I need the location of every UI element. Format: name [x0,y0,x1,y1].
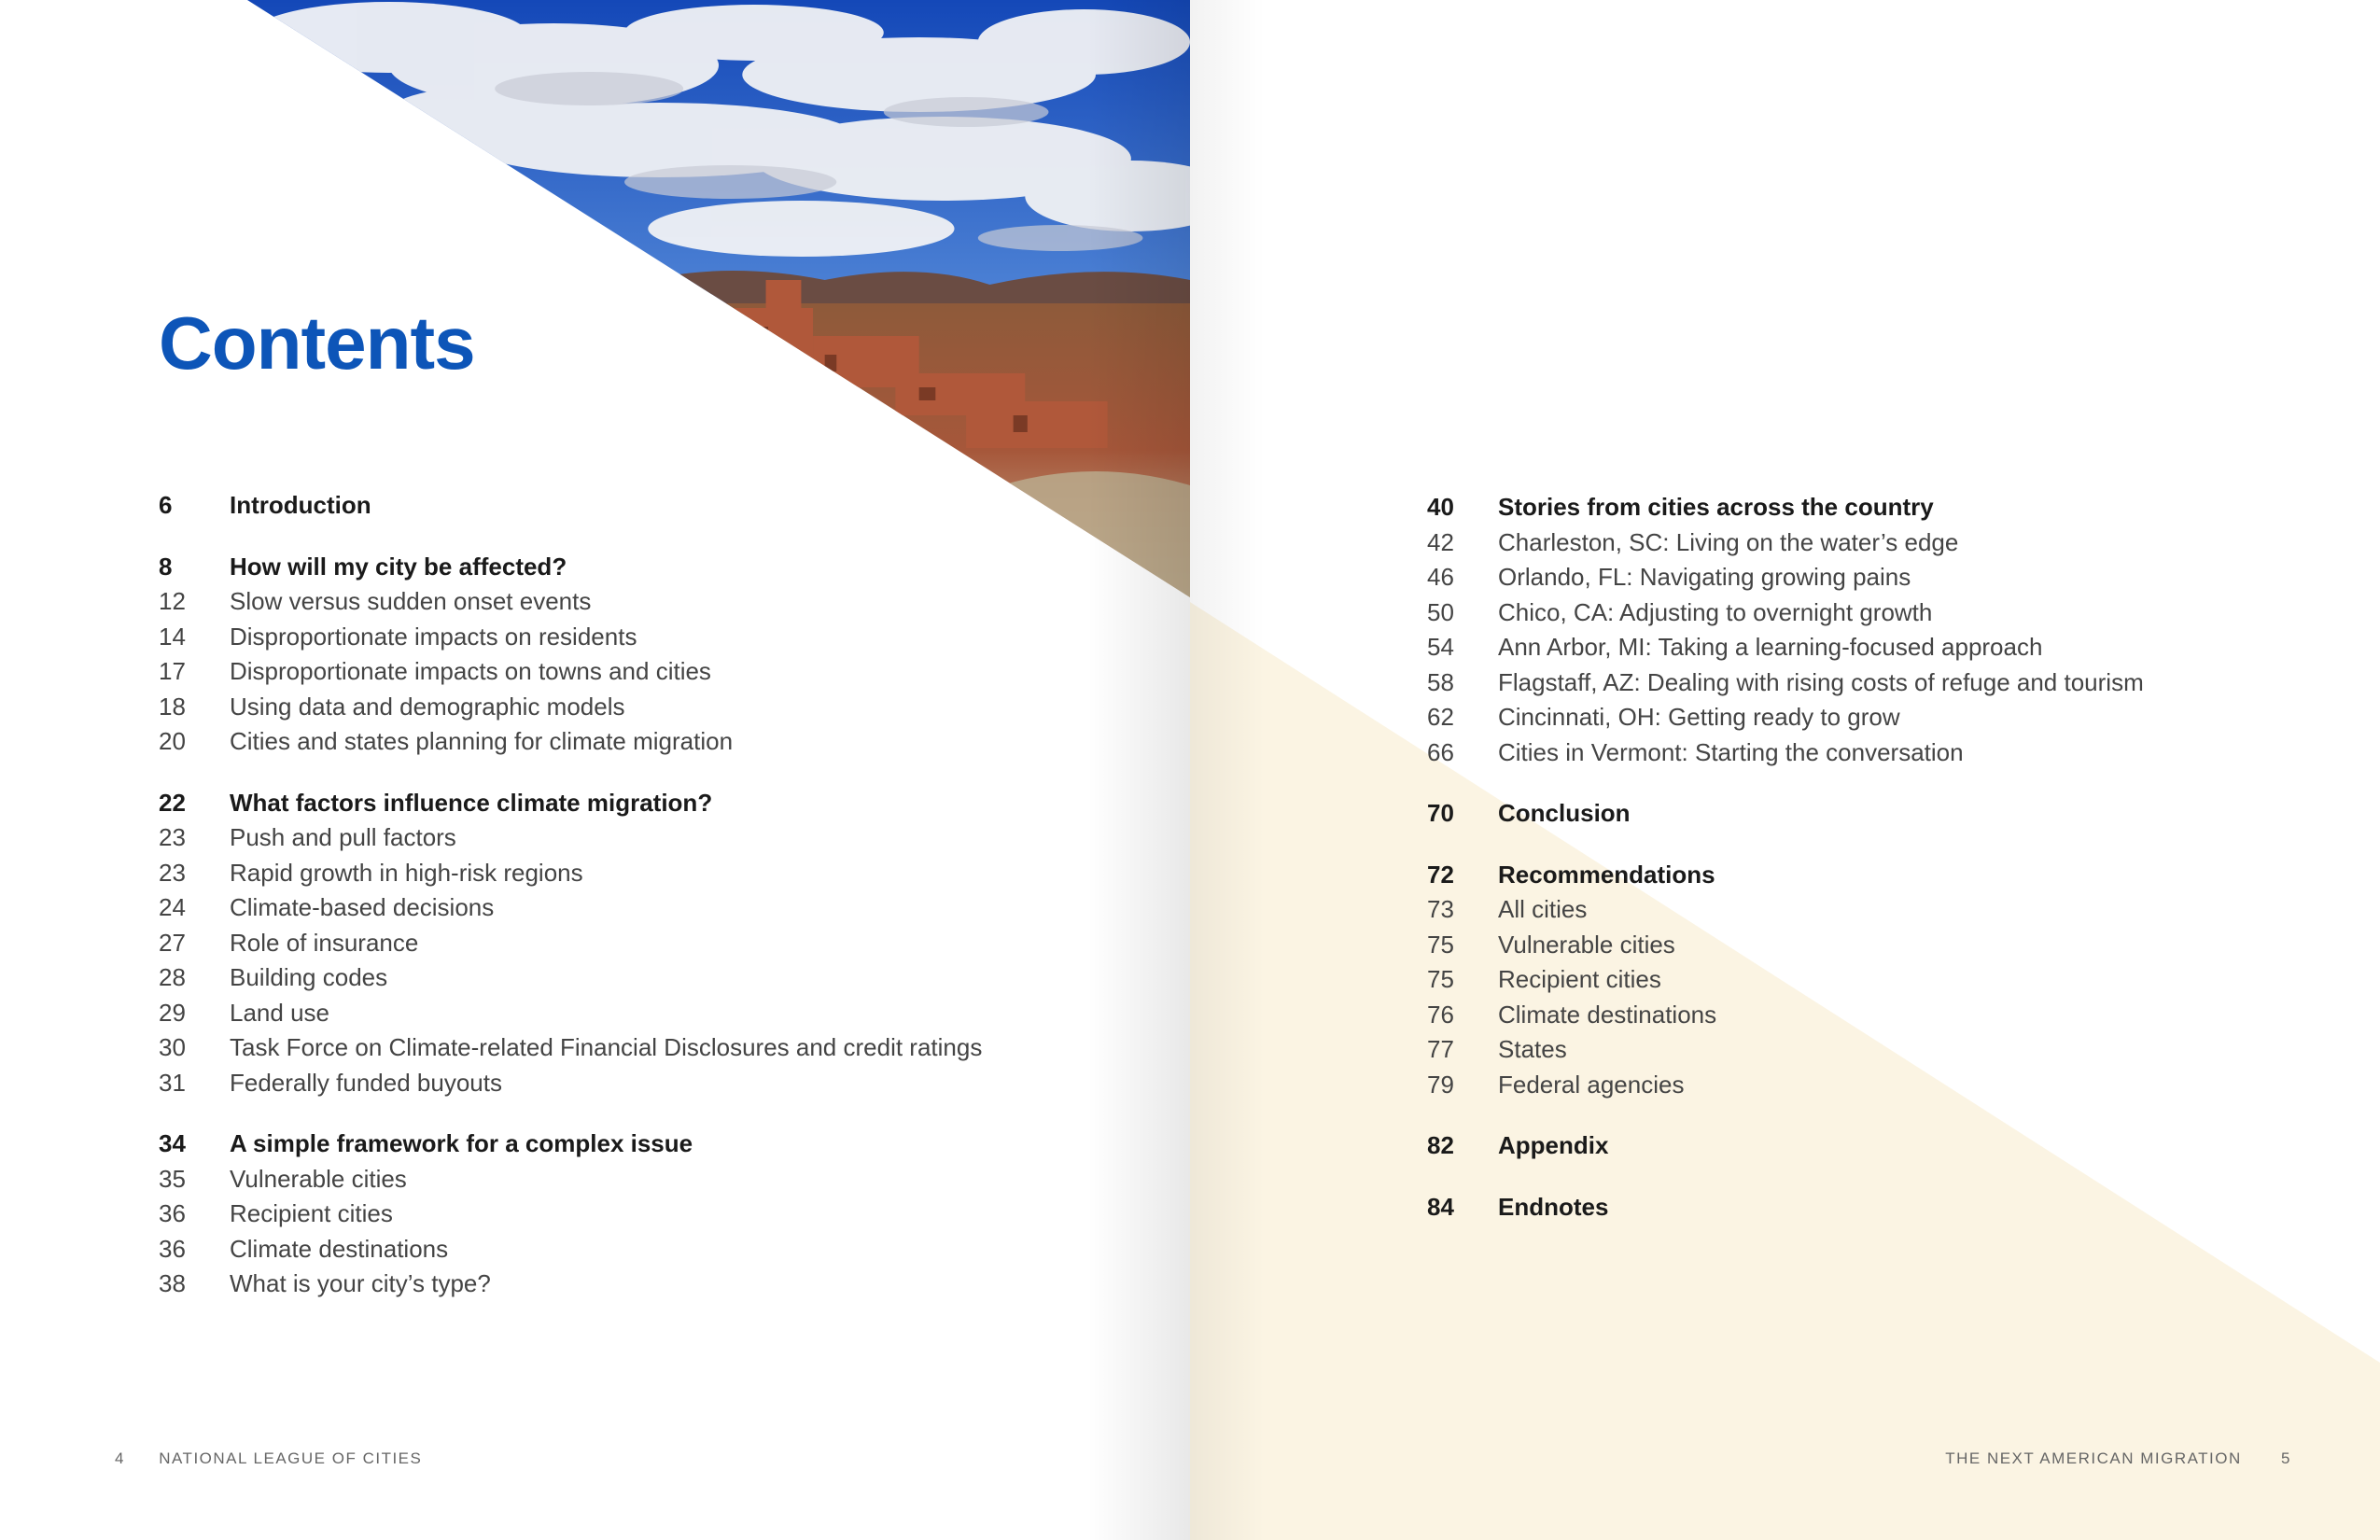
toc-page-number: 36 [159,1199,186,1227]
toc-page-number: 42 [1427,527,1454,556]
toc-section-title: Endnotes [1498,1192,1609,1221]
toc-section [1427,858,2379,1103]
toc-page-number: 18 [159,692,186,721]
toc-page-number: 73 [1427,895,1454,923]
toc-entry-title: What is your city’s type? [230,1269,491,1297]
toc-page-number: 46 [1427,563,1454,591]
toc-page-number: 77 [1427,1035,1454,1063]
toc-section-heading[interactable] [1427,1128,2379,1164]
toc-section-heading[interactable] [1427,490,2379,525]
toc-section [159,550,1111,760]
toc-section-title: Appendix [1498,1131,1609,1159]
toc-page-number: 75 [1427,930,1454,959]
toc-entry-title: Vulnerable cities [1498,930,1675,959]
publisher-name: NATIONAL LEAGUE OF CITIES [159,1449,423,1467]
toc-section-heading[interactable] [159,786,1111,821]
toc-entry[interactable] [159,996,1111,1031]
toc-section-heading[interactable] [1427,858,2379,893]
toc-page-number: 70 [1427,799,1454,827]
footer-left [115,1449,422,1468]
gutter-shadow-left [1087,0,1190,1540]
toc-page-number: 35 [159,1164,186,1193]
toc-page-number: 72 [1427,860,1454,889]
toc-entry[interactable] [1427,700,2379,735]
toc-entry[interactable] [159,724,1111,760]
toc-page-number: 24 [159,893,186,921]
toc-section [159,1127,1111,1302]
toc-entry[interactable] [159,690,1111,725]
toc-entry-title: Federally funded buyouts [230,1068,502,1097]
toc-entry[interactable] [159,584,1111,620]
toc-section [1427,1128,2379,1164]
toc-section-title: Introduction [230,491,371,519]
toc-entry[interactable] [1427,735,2379,771]
toc-section-heading[interactable] [1427,796,2379,832]
toc-entry[interactable] [159,960,1111,996]
toc-entry-title: Disproportionate impacts on residents [230,622,637,651]
toc-entry-title: Disproportionate impacts on towns and cities [230,657,711,685]
toc-entry[interactable] [159,1197,1111,1232]
toc-entry[interactable] [1427,1032,2379,1068]
toc-section-title: Stories from cities across the country [1498,493,1934,521]
toc-entry[interactable] [159,1162,1111,1197]
toc-page-number: 8 [159,552,173,581]
toc-page-number: 31 [159,1068,186,1097]
gutter-shadow-right [1190,0,1265,1540]
toc-entry-title: Climate-based decisions [230,893,495,921]
toc-entry[interactable] [1427,892,2379,928]
toc-page-number: 20 [159,727,186,755]
toc-page-number: 66 [1427,737,1454,766]
toc-entry[interactable] [1427,665,2379,701]
toc-entry[interactable] [1427,962,2379,998]
toc-page-number: 22 [159,788,186,817]
toc-page-number: 6 [159,491,173,519]
toc-entry[interactable] [159,1267,1111,1302]
page-title: Contents [159,301,475,385]
toc-section [159,786,1111,1101]
toc-page-number: 58 [1427,667,1454,696]
toc-entry[interactable] [159,820,1111,856]
toc-page-number: 17 [159,657,186,685]
toc-page-number: 30 [159,1033,186,1061]
toc-page-number: 34 [159,1129,186,1157]
toc-entry[interactable] [1427,928,2379,963]
toc-entry-title: Task Force on Climate-related Financial Disclosures and credit ratings [230,1033,983,1061]
toc-entry[interactable] [159,1066,1111,1101]
toc-section [1427,796,2379,832]
toc-page-number: 29 [159,998,186,1027]
toc-section-title: What factors influence climate migration? [230,788,713,817]
toc-entry-title: Charleston, SC: Living on the water’s edge [1498,527,1959,556]
toc-entry-title: All cities [1498,895,1588,923]
toc-page-number: 84 [1427,1192,1454,1221]
toc-entry-title: Rapid growth in high-risk regions [230,858,583,887]
toc-entry[interactable] [1427,525,2379,561]
toc-entry-title: Flagstaff, AZ: Dealing with rising costs of refuge and tourism [1498,667,2144,696]
toc-entry-title: Federal agencies [1498,1070,1685,1099]
toc-entry[interactable] [159,926,1111,961]
toc-page-number: 82 [1427,1131,1454,1159]
toc-entry[interactable] [1427,560,2379,595]
toc-entry[interactable] [159,654,1111,690]
footer-right [1945,1449,2291,1468]
toc-section-heading[interactable] [159,1127,1111,1162]
toc-page-number: 38 [159,1269,186,1297]
toc-page-number: 23 [159,823,186,851]
toc-entry-title: Orlando, FL: Navigating growing pains [1498,563,1911,591]
running-title: THE NEXT AMERICAN MIGRATION [1945,1449,2242,1467]
toc-entry-title: Climate destinations [230,1234,449,1263]
toc-section-heading[interactable] [159,550,1111,585]
toc-section-title: How will my city be affected? [230,552,567,581]
toc-page-number: 23 [159,858,186,887]
toc-page-number: 76 [1427,1000,1454,1029]
toc-section [1427,490,2379,770]
toc-entry-title: Chico, CA: Adjusting to overnight growth [1498,597,1933,626]
toc-entry[interactable] [1427,998,2379,1033]
toc-entry[interactable] [159,890,1111,926]
toc-entry-title: Recipient cities [1498,965,1661,993]
toc-page-number: 50 [1427,597,1454,626]
toc-entry[interactable] [1427,630,2379,665]
toc-left [159,488,1111,1328]
toc-page-number: 40 [1427,493,1454,521]
toc-page-number: 27 [159,928,186,957]
toc-entry[interactable] [1427,595,2379,631]
toc-entry-title: Ann Arbor, MI: Taking a learning-focused approach [1498,633,2043,661]
toc-entry-title: Slow versus sudden onset events [230,587,592,615]
toc-entry-title: Recipient cities [230,1199,393,1227]
toc-page-number: 12 [159,587,186,615]
toc-section-title: Recommendations [1498,860,1715,889]
toc-page-number: 62 [1427,703,1454,731]
page-number-right: 5 [2281,1449,2291,1467]
toc-page-number: 28 [159,963,186,991]
toc-section-heading[interactable] [1427,1190,2379,1225]
toc-right [1427,490,2379,1251]
toc-entry-title: Cities and states planning for climate migration [230,727,734,755]
toc-page-number: 36 [159,1234,186,1263]
toc-entry[interactable] [159,620,1111,655]
toc-entry-title: Role of insurance [230,928,419,957]
right-page [1190,0,2380,1540]
toc-entry-title: Using data and demographic models [230,692,625,721]
toc-section [159,488,1111,524]
toc-entry[interactable] [159,1232,1111,1267]
toc-page-number: 14 [159,622,186,651]
toc-entry-title: Land use [230,998,329,1027]
toc-entry-title: Climate destinations [1498,1000,1717,1029]
toc-page-number: 75 [1427,965,1454,993]
toc-entry-title: Cities in Vermont: Starting the conversation [1498,737,1964,766]
toc-entry[interactable] [159,1030,1111,1066]
toc-entry-title: Push and pull factors [230,823,456,851]
toc-page-number: 54 [1427,633,1454,661]
toc-section [1427,1190,2379,1225]
toc-entry[interactable] [1427,1068,2379,1103]
toc-entry-title: Building codes [230,963,388,991]
toc-entry-title: States [1498,1035,1567,1063]
toc-section-title: A simple framework for a complex issue [230,1129,693,1157]
toc-entry[interactable] [159,856,1111,891]
toc-page-number: 79 [1427,1070,1454,1099]
toc-entry-title: Vulnerable cities [230,1164,407,1193]
page-number-left: 4 [115,1449,125,1467]
toc-entry-title: Cincinnati, OH: Getting ready to grow [1498,703,1900,731]
toc-section-heading[interactable] [159,488,1111,524]
toc-section-title: Conclusion [1498,799,1631,827]
